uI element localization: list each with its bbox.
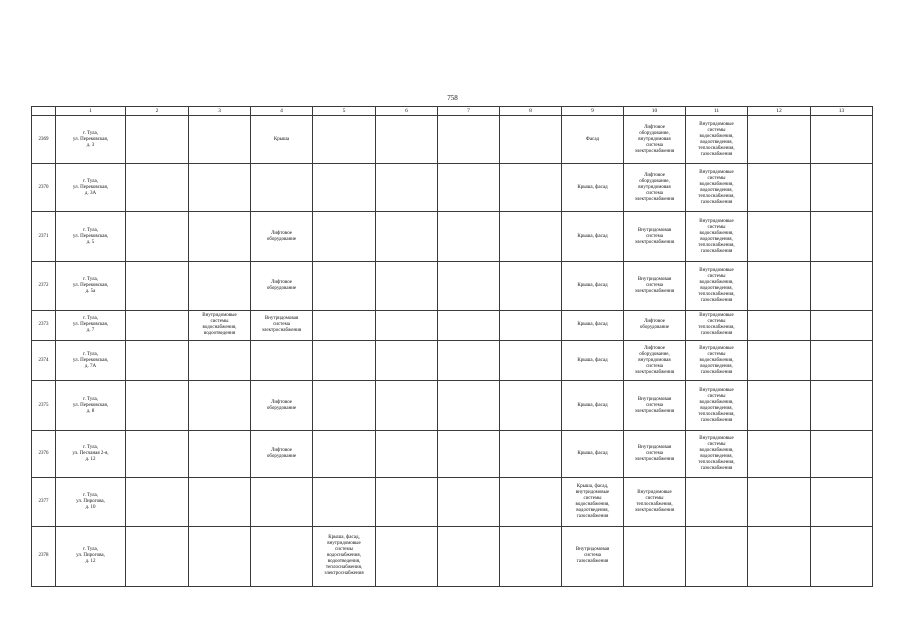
table-cell: Внутридомовая система электроснабжения [624, 381, 686, 431]
column-header: 3 [189, 107, 251, 116]
table-cell [811, 526, 873, 586]
table-cell [313, 381, 376, 431]
table-cell: Лифтовое оборудование, внутридомовая система электроснабжения [624, 116, 686, 164]
table-cell: Внутридомовая система электроснабжения [624, 431, 686, 478]
table-row [32, 212, 873, 261]
table-cell: Внутридомовые системы водоснабжения, водоотведения, теплоснабжения, газоснабжения [686, 116, 748, 164]
table-cell: Крыша, фасад [562, 261, 624, 310]
repair-schedule-table [31, 106, 873, 587]
table-cell [748, 116, 811, 164]
page-number: 758 [447, 94, 458, 102]
table-cell [811, 261, 873, 310]
table-cell: Крыша, фасад [562, 431, 624, 478]
table-cell [500, 212, 562, 261]
table-cell [376, 431, 438, 478]
table-cell [748, 340, 811, 380]
table-cell [500, 164, 562, 212]
table-cell [500, 431, 562, 478]
table-cell: Внутридомовые системы водоснабжения, водоотведения, теплоснабжения, газоснабжения [686, 212, 748, 261]
building-address: г. Тула, ул. Перековская, д. 5 [56, 212, 126, 261]
table-cell [500, 478, 562, 526]
table-cell [500, 381, 562, 431]
table-row [32, 261, 873, 310]
table-cell [126, 381, 189, 431]
table-row [32, 340, 873, 380]
table-cell: Лифтовое оборудование [251, 212, 313, 261]
column-header: 8 [500, 107, 562, 116]
table-cell: Внутридомовая система газоснабжения [562, 526, 624, 586]
table-row [32, 526, 873, 586]
table-cell: Фасад [562, 116, 624, 164]
table-cell [376, 340, 438, 380]
table-cell [438, 310, 500, 340]
row-number: 2376 [32, 431, 56, 478]
building-address: г. Тула, ул. Перековская, д. 5а [56, 261, 126, 310]
table-cell: Крыша, фасад, внутридомовые системы водоснабжения, водоотведения, газоснабжения [562, 478, 624, 526]
table-cell [126, 116, 189, 164]
row-number: 2369 [32, 116, 56, 164]
column-header: 5 [313, 107, 376, 116]
table-cell: Внутридомовые системы водоснабжения, водоотведения, теплоснабжения, газоснабжения [686, 431, 748, 478]
column-header: 13 [811, 107, 873, 116]
building-address: г. Тула, ул. Перековская, д. 8 [56, 381, 126, 431]
table-cell [189, 340, 251, 380]
table-cell [189, 116, 251, 164]
table-row [32, 310, 873, 340]
table-cell [126, 261, 189, 310]
column-header: 6 [376, 107, 438, 116]
table-cell: Внутридомовые системы теплоснабжения, газоснабжения [686, 310, 748, 340]
table-cell: Крыша, фасад [562, 310, 624, 340]
table-cell [376, 164, 438, 212]
table-cell [189, 526, 251, 586]
table-cell: Внутридомовая система электроснабжения [624, 261, 686, 310]
table-cell [376, 116, 438, 164]
table-cell: Крыша, фасад [562, 381, 624, 431]
table-cell [438, 261, 500, 310]
table-cell [189, 381, 251, 431]
table-cell: Внутридомовые системы водоснабжения, водоотведения, теплоснабжения, газоснабжения [686, 164, 748, 212]
table-cell [811, 431, 873, 478]
column-header: 11 [686, 107, 748, 116]
table-cell [438, 116, 500, 164]
table-cell [438, 526, 500, 586]
table-cell [500, 340, 562, 380]
table-cell [313, 261, 376, 310]
table-cell [748, 478, 811, 526]
table-cell [686, 478, 748, 526]
table-cell [313, 212, 376, 261]
table-row [32, 478, 873, 526]
table-cell [189, 261, 251, 310]
row-number: 2375 [32, 381, 56, 431]
column-header: 10 [624, 107, 686, 116]
table-cell [748, 261, 811, 310]
table-cell [748, 431, 811, 478]
table-cell [189, 478, 251, 526]
table-cell [126, 478, 189, 526]
table-cell [500, 261, 562, 310]
table-cell: Внутридомовая система электроснабжения [624, 212, 686, 261]
table-cell [313, 478, 376, 526]
table-cell [811, 340, 873, 380]
row-number: 2373 [32, 310, 56, 340]
table-cell [126, 164, 189, 212]
column-header [32, 107, 56, 116]
table-cell: Лифтовое оборудование, внутридомовая система электроснабжения [624, 340, 686, 380]
column-header: 2 [126, 107, 189, 116]
table-cell [126, 526, 189, 586]
table-cell [126, 310, 189, 340]
table-cell [376, 310, 438, 340]
table-cell [251, 164, 313, 212]
table-cell: Лифтовое оборудование [251, 261, 313, 310]
table-row [32, 116, 873, 164]
table-cell [126, 212, 189, 261]
building-address: г. Тула, ул. Перековская, д. 7 [56, 310, 126, 340]
table-cell: Лифтовое оборудование, внутридомовая система электроснабжения [624, 164, 686, 212]
row-number: 2378 [32, 526, 56, 586]
table-cell: Внутридомовые системы водоснабжения, водоотведения, газоснабжения [686, 340, 748, 380]
table-cell [811, 212, 873, 261]
building-address: г. Тула, ул. Перековская, д. 7А [56, 340, 126, 380]
table-cell [438, 340, 500, 380]
column-header: 7 [438, 107, 500, 116]
table-cell [748, 212, 811, 261]
table-cell [189, 164, 251, 212]
table-cell [251, 478, 313, 526]
table-cell: Внутридомовые системы водоснабжения, водоотведения, теплоснабжения, газоснабжения [686, 261, 748, 310]
table-cell: Крыша, фасад [562, 164, 624, 212]
table-cell [189, 431, 251, 478]
row-number: 2370 [32, 164, 56, 212]
table-row [32, 431, 873, 478]
table-cell: Внутридомовые системы теплоснабжения, электроснабжения [624, 478, 686, 526]
table-cell [251, 340, 313, 380]
table-cell [811, 164, 873, 212]
table-cell [126, 340, 189, 380]
table-cell: Внутридомовая система электроснабжения [251, 310, 313, 340]
table-cell [624, 526, 686, 586]
column-number-row [32, 107, 873, 116]
table-cell: Крыша [251, 116, 313, 164]
table-cell [126, 431, 189, 478]
table-cell: Лифтовое оборудование [251, 431, 313, 478]
table-cell [438, 478, 500, 526]
table-cell [313, 340, 376, 380]
table-cell: Крыша, фасад, внутридомовые системы водоснабжения, водоотведения, теплоснабжения, электроснабжения [313, 526, 376, 586]
row-number: 2371 [32, 212, 56, 261]
table-cell [500, 116, 562, 164]
table-row [32, 164, 873, 212]
row-number: 2377 [32, 478, 56, 526]
table-cell [251, 526, 313, 586]
row-number: 2374 [32, 340, 56, 380]
table-cell [376, 261, 438, 310]
table-cell [376, 526, 438, 586]
table-cell: Внутридомовые системы водоснабжения, водоотведения, теплоснабжения, газоснабжения [686, 381, 748, 431]
table-cell [438, 212, 500, 261]
table-cell [376, 478, 438, 526]
building-address: г. Тула, ул. Перековская, д. 3А [56, 164, 126, 212]
table-cell [313, 116, 376, 164]
table-cell [748, 164, 811, 212]
table-cell [500, 310, 562, 340]
table-cell: Лифтовое оборудование [251, 381, 313, 431]
table-cell [313, 310, 376, 340]
table-cell [438, 381, 500, 431]
table-cell [748, 310, 811, 340]
table-cell [748, 381, 811, 431]
table-cell [438, 164, 500, 212]
table-cell [811, 478, 873, 526]
building-address: г. Тула, ул. Пирогова, д. 10 [56, 478, 126, 526]
building-address: г. Тула, ул. Песчаная 2-я, д. 12 [56, 431, 126, 478]
column-header: 4 [251, 107, 313, 116]
table-cell [686, 526, 748, 586]
table-row [32, 381, 873, 431]
table-cell [748, 526, 811, 586]
column-header: 1 [56, 107, 126, 116]
table-cell [811, 116, 873, 164]
table-cell [500, 526, 562, 586]
table-cell: Лифтовое оборудование [624, 310, 686, 340]
column-header: 12 [748, 107, 811, 116]
table-cell [313, 431, 376, 478]
table-cell: Внутридомовые системы водоснабжения, водоотведения [189, 310, 251, 340]
table-cell [313, 164, 376, 212]
row-number: 2372 [32, 261, 56, 310]
column-header: 9 [562, 107, 624, 116]
table-cell: Крыша, фасад [562, 212, 624, 261]
building-address: г. Тула, ул. Перековская, д. 3 [56, 116, 126, 164]
table-cell [438, 431, 500, 478]
table-cell [376, 212, 438, 261]
table-cell [811, 381, 873, 431]
table-cell [376, 381, 438, 431]
table-cell [189, 212, 251, 261]
building-address: г. Тула, ул. Пирогова, д. 12 [56, 526, 126, 586]
table-cell: Крыша, фасад [562, 340, 624, 380]
table-cell [811, 310, 873, 340]
